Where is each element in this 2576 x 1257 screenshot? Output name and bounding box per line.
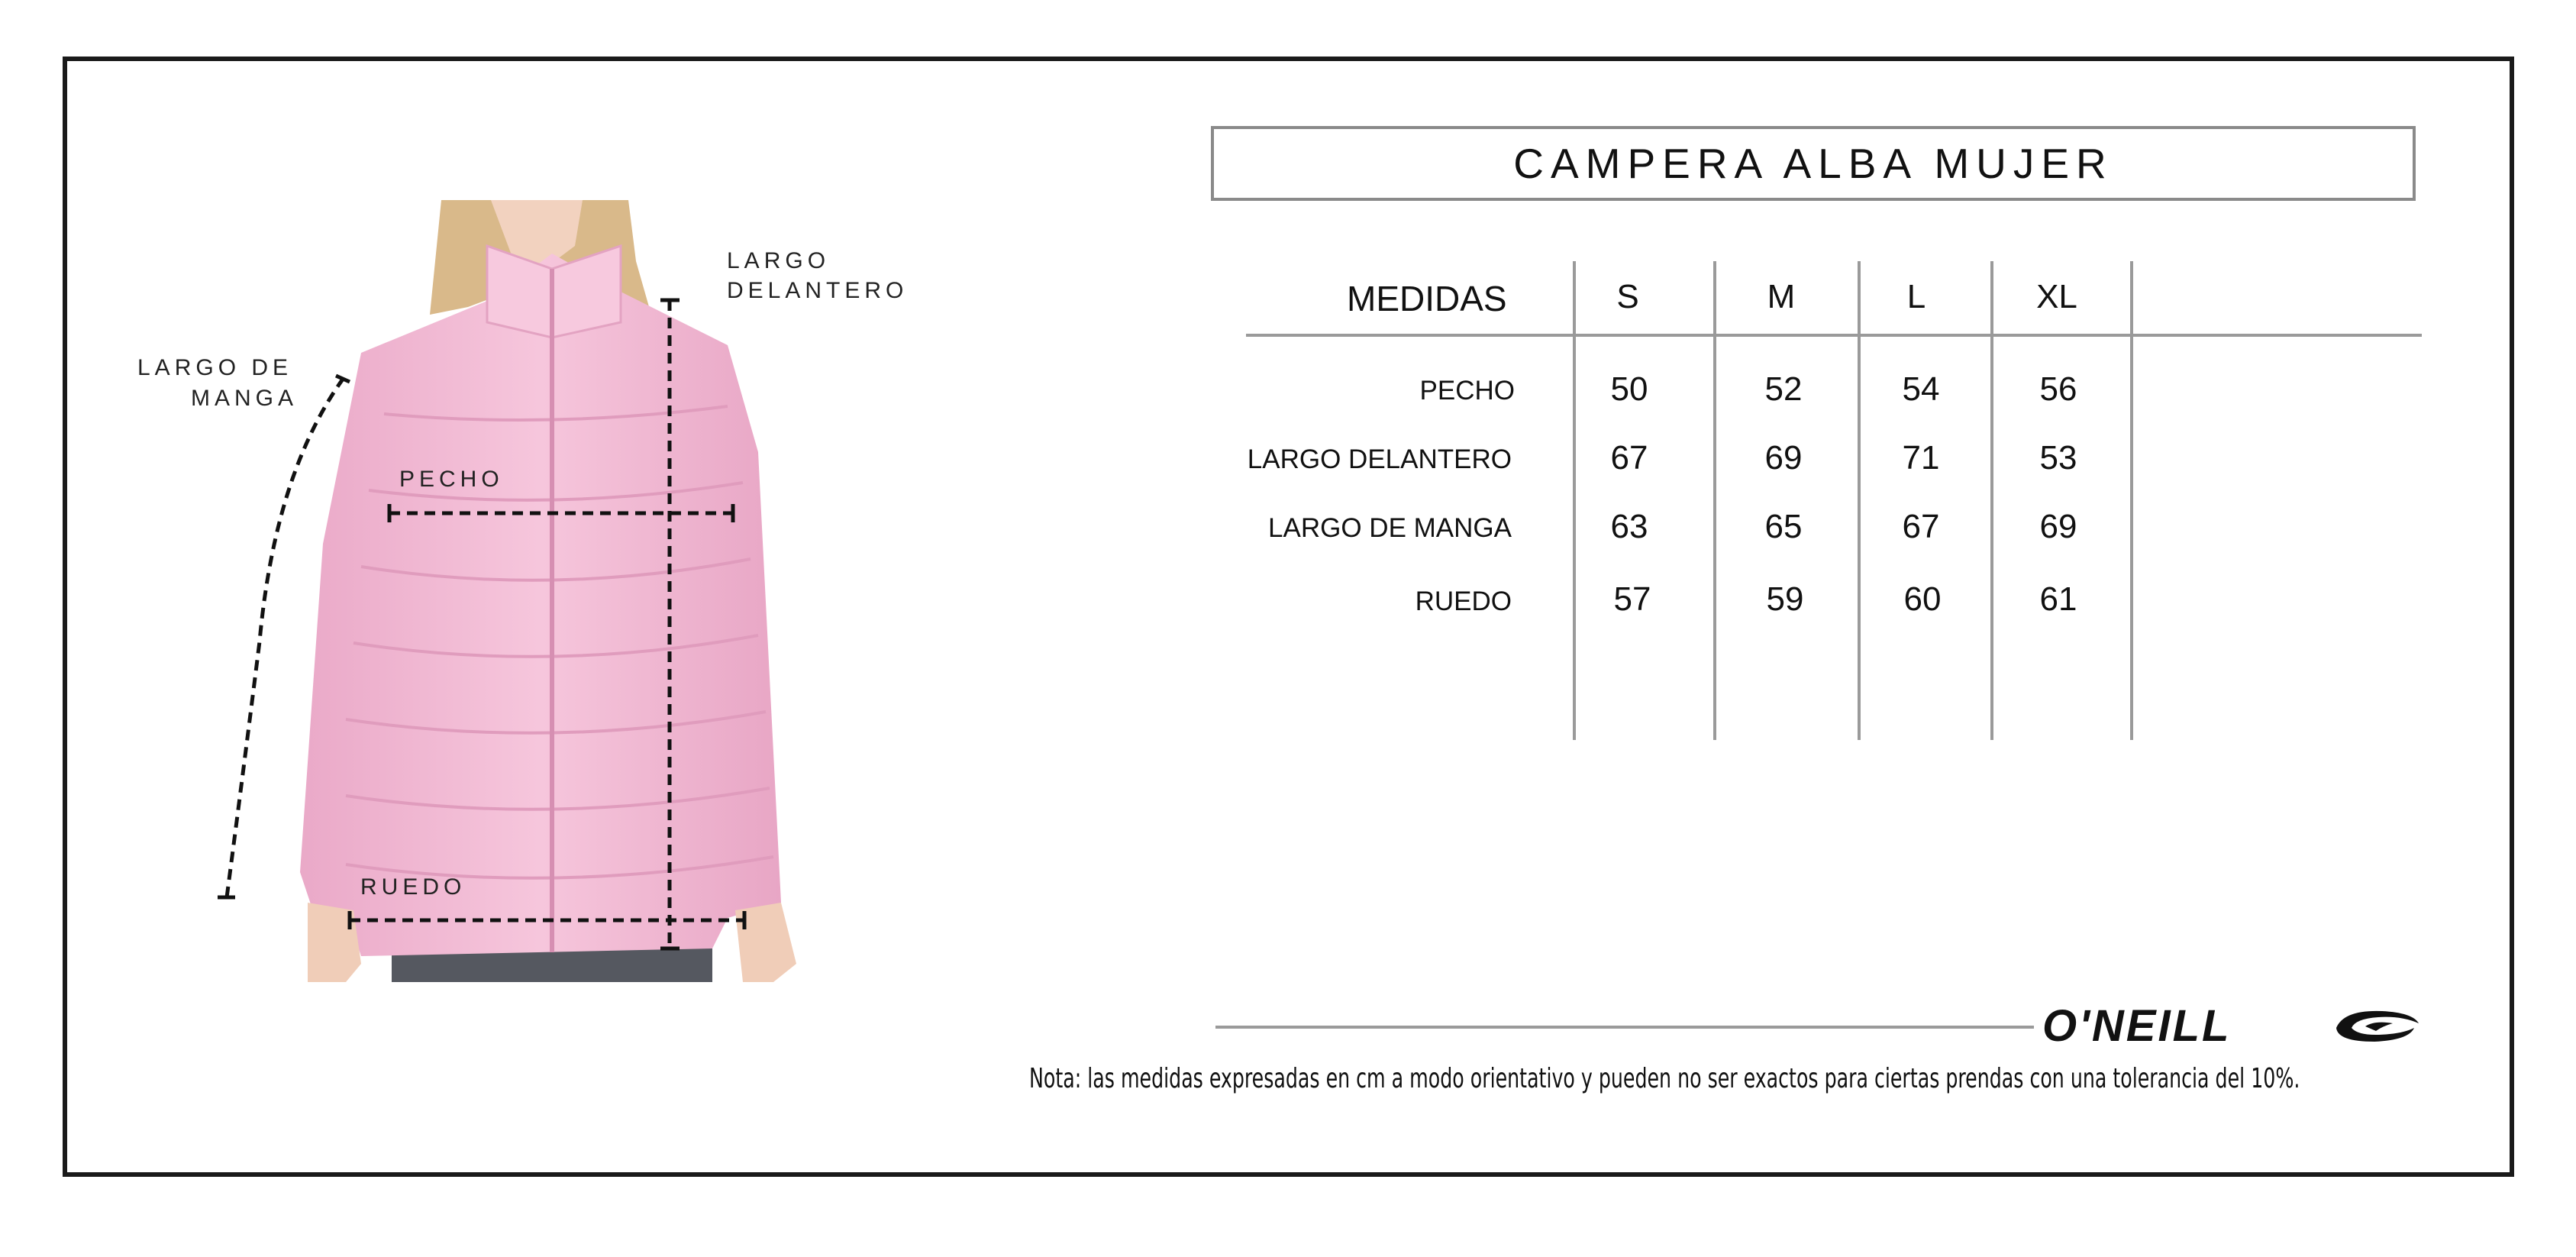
table-cell: 59 [1766, 580, 1804, 618]
largo-manga-line [227, 378, 344, 897]
table-cell: 69 [2039, 508, 2077, 545]
table-cell: 63 [1610, 508, 1648, 545]
table-cell: 57 [1613, 580, 1651, 618]
table-cell: 56 [2039, 370, 2077, 408]
table-cell: 65 [1764, 508, 1803, 545]
table-col-divider [2130, 261, 2133, 740]
label-largo-manga-2: MANGA [191, 386, 299, 411]
label-largo-delantero-2: DELANTERO [727, 278, 909, 303]
label-largo-delantero-1: LARGO [727, 248, 831, 273]
table-cell: 69 [1764, 439, 1803, 477]
row-label: PECHO [1419, 376, 1515, 406]
table-cell: 67 [1610, 439, 1648, 477]
size-header: XL [2036, 278, 2077, 315]
table-col-divider [1990, 261, 1993, 740]
footer-divider [1215, 1026, 2034, 1029]
table-cell: 71 [1902, 439, 1940, 477]
table-header-divider [1246, 334, 2422, 337]
table-cell: 61 [2039, 580, 2077, 618]
table-cell: 50 [1610, 370, 1648, 408]
table-cell: 60 [1903, 580, 1942, 618]
label-ruedo: RUEDO [360, 874, 466, 900]
label-largo-manga-1: LARGO DE [137, 355, 293, 380]
size-header: L [1906, 278, 1926, 315]
table-col-divider [1573, 261, 1576, 740]
size-header: M [1767, 278, 1796, 315]
table-cell: 54 [1902, 370, 1940, 408]
table-header-medidas: MEDIDAS [1347, 279, 1507, 318]
size-header: S [1616, 278, 1639, 315]
label-pecho: PECHO [399, 467, 504, 492]
table-cell: 52 [1764, 370, 1803, 408]
table-col-divider [1858, 261, 1861, 740]
row-label: LARGO DE MANGA [1268, 513, 1512, 543]
brand-logo-text: O'NEILL [2042, 1001, 2232, 1051]
table-cell: 67 [1902, 508, 1940, 545]
page-title: CAMPERA ALBA MUJER [1211, 126, 2416, 201]
wave-logo-icon [2329, 1007, 2420, 1045]
table-cell: 53 [2039, 439, 2077, 477]
size-note: Nota: las medidas expresadas en cm a modo orientativo y pueden no ser exactos para ciertas prendas con una tolerancia del 10%. [1029, 1063, 2300, 1094]
row-label: LARGO DELANTERO [1247, 444, 1512, 474]
row-label: RUEDO [1415, 586, 1512, 616]
table-col-divider [1713, 261, 1716, 740]
